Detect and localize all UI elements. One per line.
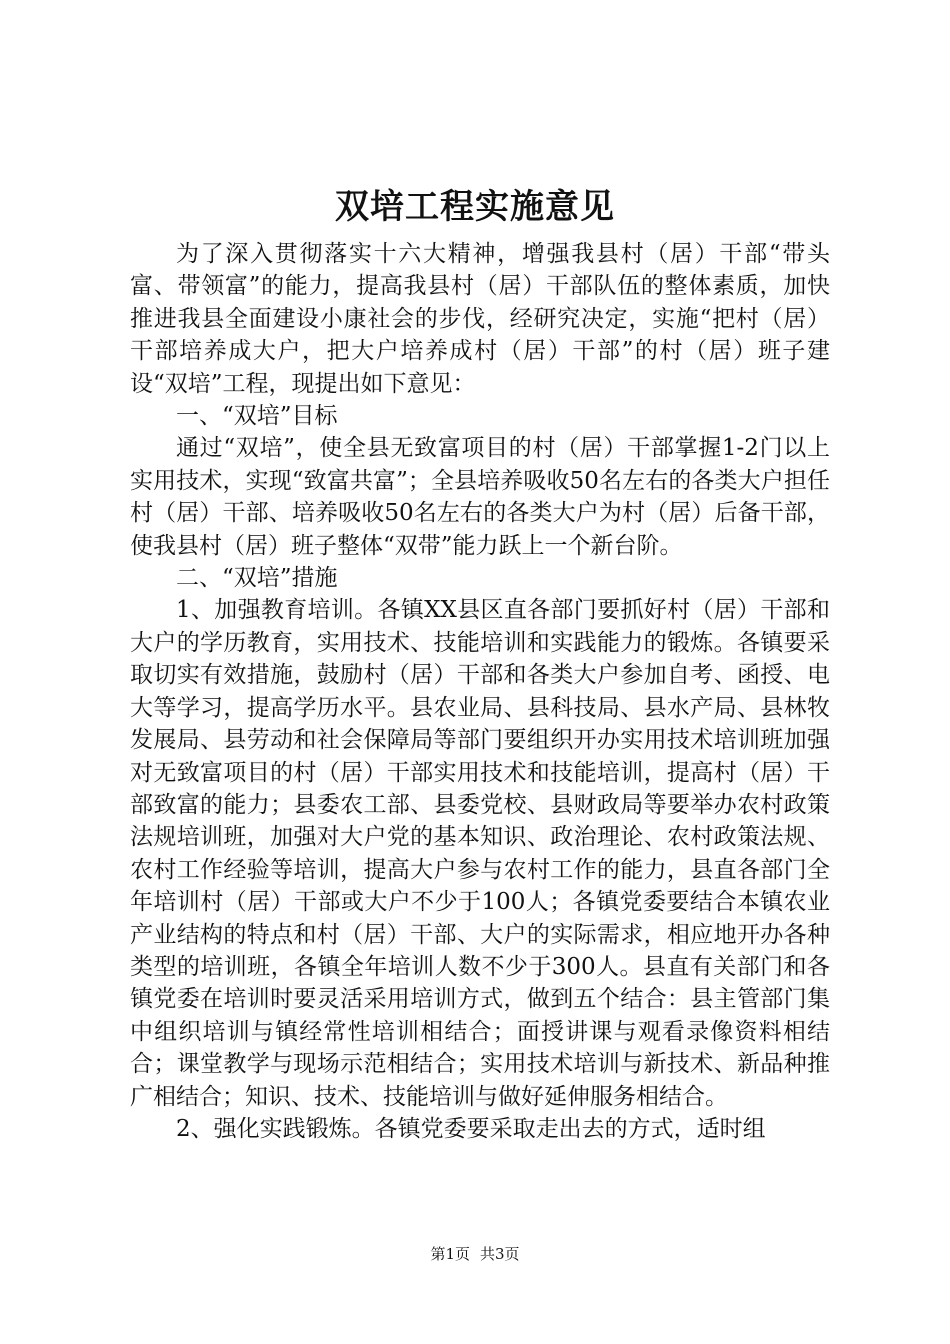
intro-paragraph: 为了深入贯彻落实十六大精神，增强我县村（居）干部“带头富、带领富”的能力，提高我县村（居）干部队伍的整体素质，加快推进我县全面建设小康社会的步伐，经研究决定，实施“把村（居）干部培养成大户，把大户培养成村（居）干部”的村（居）班子建设“双培”工程，现提出如下意见： bbox=[130, 241, 830, 397]
page-number: 第1页 bbox=[430, 1245, 470, 1263]
page-total: 共3页 bbox=[480, 1245, 520, 1263]
page-footer bbox=[0, 1244, 950, 1264]
goals-paragraph: 通过“双培”，使全县无致富项目的村（居）干部掌握1-2门以上实用技术，实现“致富共富”；全县培养吸收50名左右的各类大户担任村（居）干部、培养吸收50名左右的各类大户为村（居）后备干部，使我县村（居）班子整体“双带”能力跃上一个新台阶。 bbox=[130, 435, 830, 559]
measure-1-paragraph: 1、加强教育培训。各镇XX县区直各部门要抓好村（居）干部和大户的学历教育，实用技术、技能培训和实践能力的锻炼。各镇要采取切实有效措施，鼓励村（居）干部和各类大户参加自考、函授、电大等学习，提高学历水平。县农业局、县科技局、县水产局、县林牧发展局、县劳动和社会保障局等部门要组织开办实用技术培训班加强对无致富项目的村（居）干部实用技术和技能培训，提高村（居）干部致富的能力；县委农工部、县委党校、县财政局等要举办农村政策法规培训班，加强对大户党的基本知识、政治理论、农村政策法规、农村工作经验等培训，提高大户参与农村工作的能力，县直各部门全年培训村（居）干部或大户不少于100人；各镇党委要结合本镇农业产业结构的特点和村（居）干部、大户的实际需求，相应地开办各种类型的培训班，各镇全年培训人数不少于300人。县直有关部门和各镇党委在培训时要灵活采用培训方式，做到五个结合：县主管部门集中组织培训与镇经常性培训相结合；面授讲课与观看录像资料相结合；课堂教学与现场示范相结合；实用技术培训与新技术、新品种推广相结合；知识、技术、技能培训与做好延伸服务相结合。 bbox=[130, 597, 830, 1110]
document-body bbox=[130, 238, 830, 1145]
measure-2-paragraph: 2、强化实践锻炼。各镇党委要采取走出去的方式，适时组 bbox=[176, 1115, 766, 1142]
section-heading-goals: 一、“双培”目标 bbox=[176, 403, 338, 430]
document-title: 双培工程实施意见 bbox=[335, 187, 615, 227]
section-heading-measures: 二、“双培”措施 bbox=[176, 565, 338, 592]
